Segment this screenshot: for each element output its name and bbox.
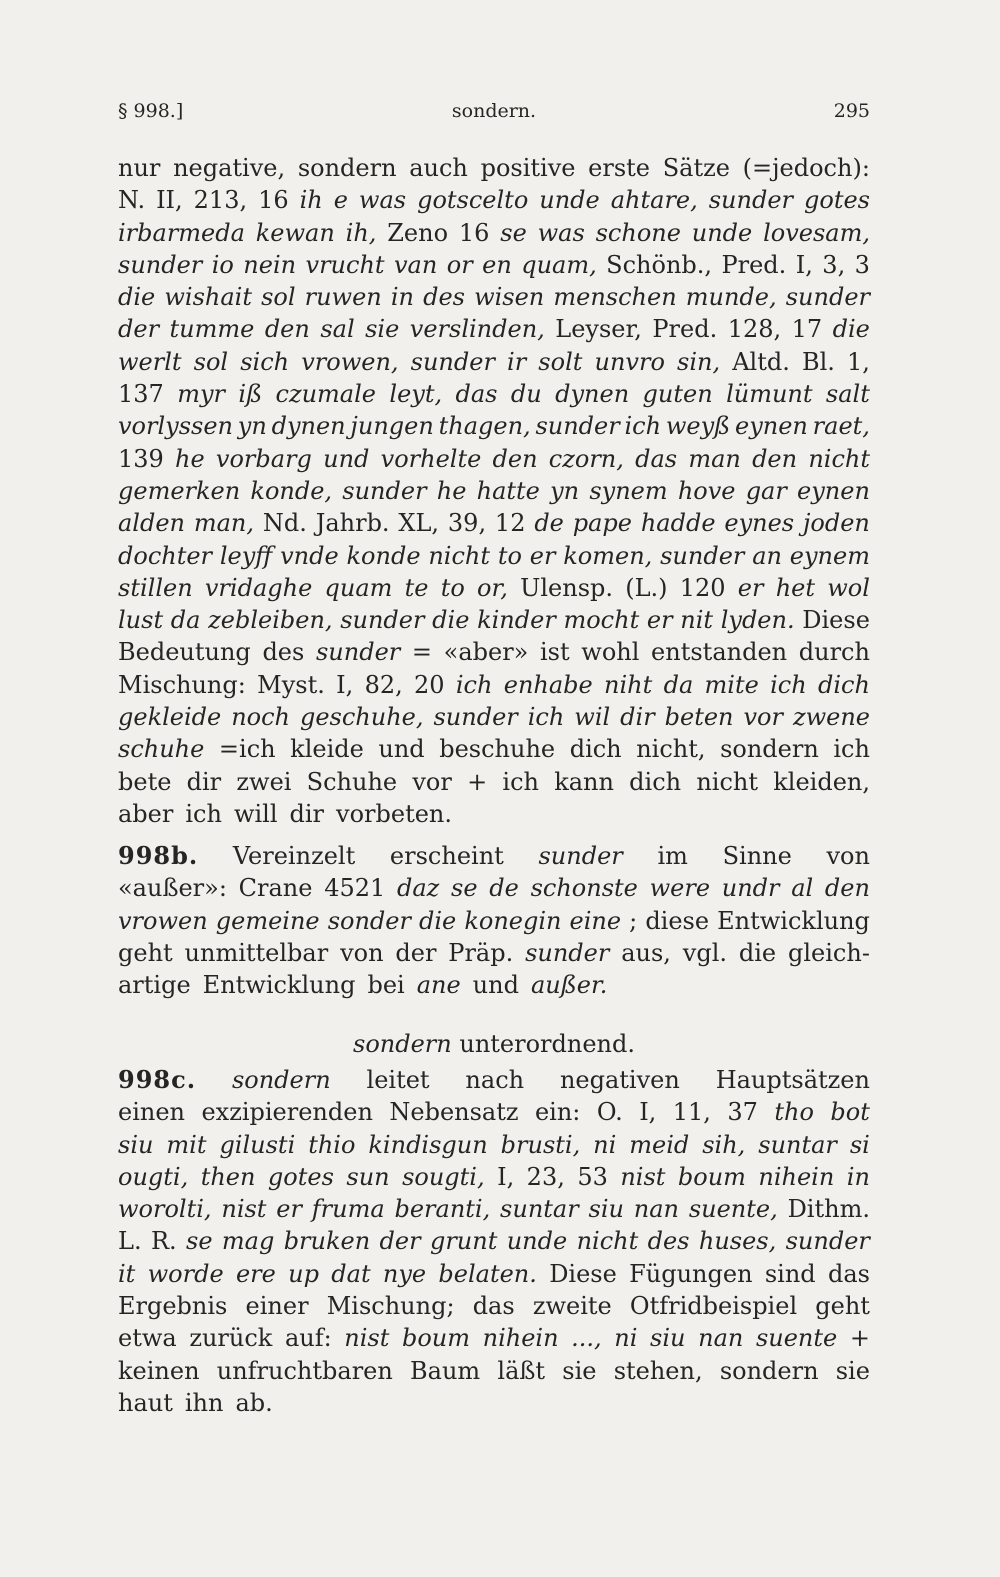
text-line: Mischung: Myst. I, 82, 20 ich enhabe niht da mite ich dich — [118, 670, 870, 699]
text-line: it worde ere up dat nye belaten. Diese Fügungen sind das — [118, 1259, 870, 1288]
text-line: gekleide noch geschuhe, sunder ich wil dir beten vor zwene — [118, 703, 870, 732]
text-line: ougti, then gotes sun sougti, I, 23, 53 nist boum nihein in — [118, 1162, 870, 1191]
text-line: werlt sol sich vrowen, sunder ir solt unvro sin, Altd. Bl. 1, — [118, 347, 870, 376]
text-line: Bedeutung des sunder = «aber» ist wohl entstanden durch — [118, 638, 870, 667]
text-line: dochter leyff vnde konde nicht to er komen, sunder an eynem — [118, 541, 870, 570]
text-line: alden man, Nd. Jahrb. XL, 39, 12 de pape hadde eynes joden — [118, 509, 870, 538]
text-line: gemerken konde, sunder he hatte yn synem hove gar eynen — [118, 476, 870, 505]
text-line: N. II, 213, 16 ih e was gotscelto unde ahtare, sunder gotes — [118, 186, 870, 215]
text-line: Ergebnis einer Mischung; das zweite Otfridbeispiel geht — [118, 1292, 870, 1321]
text-line: artige Entwicklung bei ane und außer. — [118, 971, 608, 1000]
section-ref: § 998.] — [118, 100, 184, 122]
text-line: vorlyssen yn dynen jungen thagen, sunder ich weyß eynen raet, — [118, 412, 870, 441]
text-line: 139 he vorbarg und vorhelte den czorn, das man den nicht — [118, 444, 870, 473]
text-line: 998c. sondern leitet nach negativen Hauptsätzen — [118, 1065, 870, 1094]
text-line: bete dir zwei Schuhe vor + ich kann dich nicht kleiden, — [118, 767, 870, 796]
text-line: einen exzipierenden Nebensatz ein: O. I, 11, 37 tho bot — [118, 1098, 870, 1127]
text-line: siu mit gilusti thio kindisgun brusti, ni meid sih, suntar si — [118, 1130, 870, 1159]
subheading-italic: sondern — [353, 1030, 452, 1058]
text-line: worolti, nist er fruma beranti, suntar siu nan suente, Dithm. — [118, 1195, 870, 1224]
text-line: L. R. se mag bruken der grunt unde nicht des huses, sunder — [118, 1227, 870, 1256]
subheading-text: unterordnend. — [459, 1030, 635, 1058]
text-line: nur negative, sondern auch positive erste Sätze (=jedoch): — [118, 154, 870, 182]
text-line: aber ich will dir vorbeten. — [118, 799, 453, 828]
text-line: «außer»: Crane 4521 daz se de schonste were undr al den — [118, 874, 870, 903]
text-line: geht unmittelbar von der Präp. sunder aus, vgl. die gleich- — [118, 938, 870, 967]
text-line: keinen unfruchtbaren Baum läßt sie stehen, sondern sie — [118, 1356, 870, 1385]
text-line: die wishait sol ruwen in des wisen menschen munde, sunder — [118, 283, 870, 312]
paragraph-998a-cont — [118, 152, 870, 830]
subheading-line — [118, 1028, 870, 1060]
text-line: 137 myr iß czumale leyt, das du dynen guten lümunt salt — [118, 380, 870, 409]
text-line: 998b. Vereinzelt erscheint sunder im Sinne von — [118, 841, 870, 870]
text-line: irbarmeda kewan ih, Zeno 16 se was schone unde lovesam, — [118, 218, 870, 247]
text-line: sunder io nein vrucht van or en quam, Schönb., Pred. I, 3, 3 — [118, 250, 870, 279]
running-header — [118, 100, 870, 132]
text-line: haut ihn ab. — [118, 1388, 273, 1417]
text-line: der tumme den sal sie verslinden, Leyser, Pred. 128, 17 die — [118, 315, 870, 344]
text-line: lust da zebleiben, sunder die kinder mocht er nit lyden. Diese — [118, 606, 870, 635]
page-number: 295 — [833, 100, 870, 122]
running-title: sondern. — [451, 100, 537, 122]
text-line: etwa zurück auf: nist boum nihein ..., ni siu nan suente + — [118, 1324, 870, 1353]
subheading — [118, 1028, 870, 1060]
text-line: vrowen gemeine sonder die konegin eine ; diese Entwicklung — [118, 906, 870, 935]
text-line: schuhe =ich kleide und beschuhe dich nicht, sondern ich — [118, 735, 870, 764]
paragraph-998b — [118, 840, 870, 1001]
text-line: stillen vridaghe quam te to or, Ulensp. (L.) 120 er het wol — [118, 573, 870, 602]
paragraph-998c — [118, 1064, 870, 1419]
